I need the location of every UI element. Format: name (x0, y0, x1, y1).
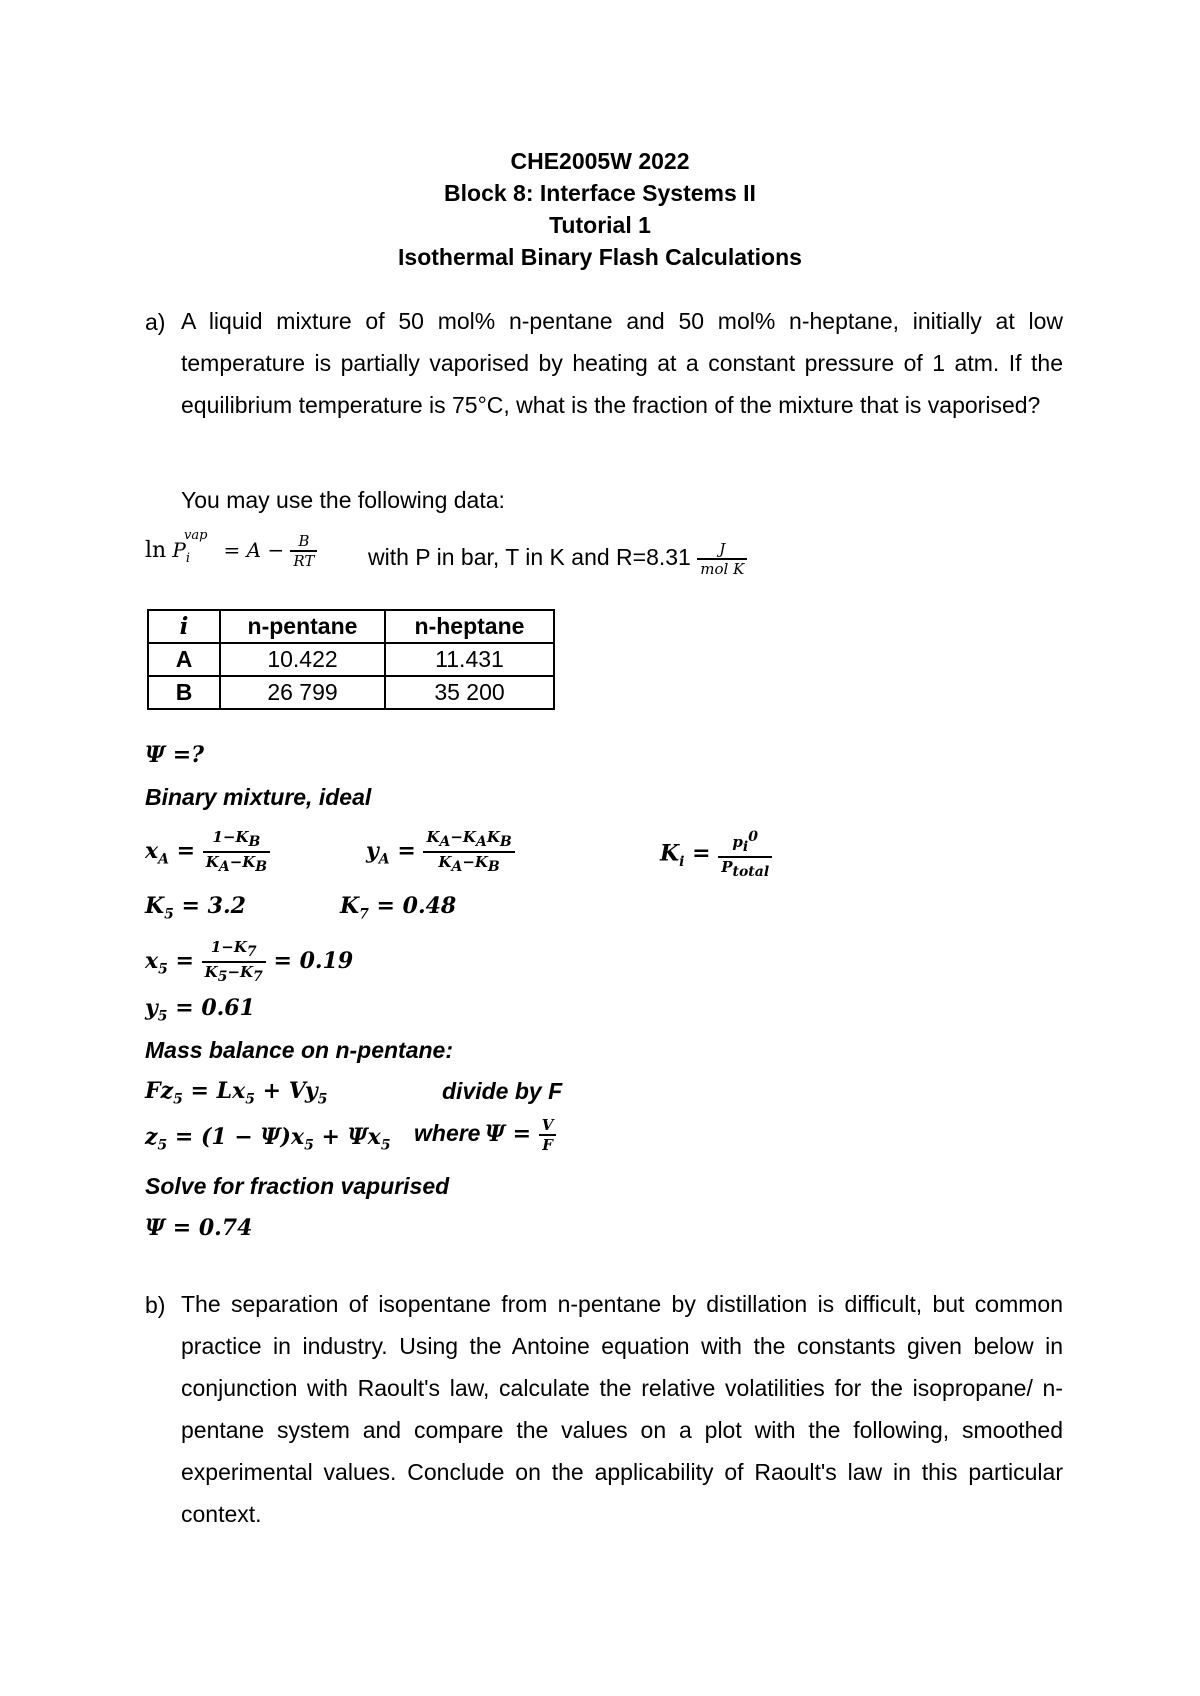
tutorial-title: Tutorial 1 (549, 212, 651, 238)
antoine-constants-table (147, 609, 555, 710)
table-cell: B (148, 676, 220, 709)
vapour-pressure-equation: $\ln P_i^{vap} = A$ − $\frac{B}{RT}$ (145, 532, 317, 570)
mass-balance-heading: Mass balance on n-pentane: (145, 1037, 454, 1063)
divide-by-f: divide by F (442, 1078, 563, 1104)
table-cell: 10.422 (220, 643, 385, 676)
units-note: with P in bar, T in K and R=8.31 (368, 544, 691, 571)
table-header: n-pentane (220, 610, 385, 643)
binary-mixture-heading: Binary mixture, ideal (145, 784, 372, 810)
table-header-row (148, 610, 554, 643)
block-title: Block 8: Interface Systems II (444, 180, 756, 206)
data-intro: You may use the following data: (181, 487, 505, 513)
topic-title: Isothermal Binary Flash Calculations (398, 244, 802, 270)
xa-equation: $x_A$ = $\frac{1-K_B}{K_A-K_B}$ (145, 828, 270, 876)
table-row (148, 676, 554, 709)
z5-equation: $z_5 = (1 - \Psi)x_5 + \Psi x_5$ (145, 1124, 391, 1154)
table-header: i (148, 610, 220, 643)
gas-constant-units: $\frac{J}{\text{mol K}}$ (697, 540, 747, 578)
k7-value: $K_7 = 0.48$ (340, 893, 457, 923)
table-header: n-heptane (385, 610, 554, 643)
table-cell: 35 200 (385, 676, 554, 709)
psi-question: Ψ =? (145, 742, 205, 768)
y5-value: $y_5 = 0.61$ (145, 995, 255, 1025)
psi-result: Ψ = 0.74 (145, 1215, 253, 1241)
psi-definition: where Ψ = $\frac{V}{F}$ (414, 1116, 556, 1154)
part-a-label: a) (145, 309, 166, 335)
table-cell: A (148, 643, 220, 676)
table-cell: 11.431 (385, 643, 554, 676)
solve-for-heading: Solve for fraction vapurised (145, 1173, 450, 1199)
table-cell: 26 799 (220, 676, 385, 709)
part-b-question: The separation of isopentane from n-pentane by distillation is difficult, but common practice in industry. Using the Antoine equation with the constants given below in conjunction with Raoult's law, calculate the relative volatilities for the isopropane/ n-pentane system and compare the values on a plot with the following, smoothed experimental values. Conclude on the applicability of Raoult's law in this particular context. (181, 1291, 1063, 1527)
part-a-question: A liquid mixture of 50 mol% n-pentane and 50 mol% n-heptane, initially at low temperature is partially vaporised by heating at a constant pressure of 1 atm. If the equilibrium temperature is 75°C, what is the fraction of the mixture that is vaporised? (181, 308, 1063, 418)
table-row (148, 643, 554, 676)
ya-equation: $y_A$ = $\frac{K_A-K_AK_B}{K_A-K_B}$ (366, 828, 515, 876)
mass-balance-equation: $Fz_5 = Lx_5 + Vy_5$ (145, 1078, 328, 1108)
ki-equation: $K_i$ = $\frac{p_i^0}{P_{total}}$ (660, 828, 772, 881)
course-title: CHE2005W 2022 (510, 148, 690, 174)
k5-value: $K_5 = 3.2$ (145, 893, 246, 923)
x5-equation: $x_5$ = $\frac{1-K_7}{K_5-K_7}$ = 0.19 (145, 938, 354, 985)
part-b-label: b) (145, 1292, 166, 1318)
